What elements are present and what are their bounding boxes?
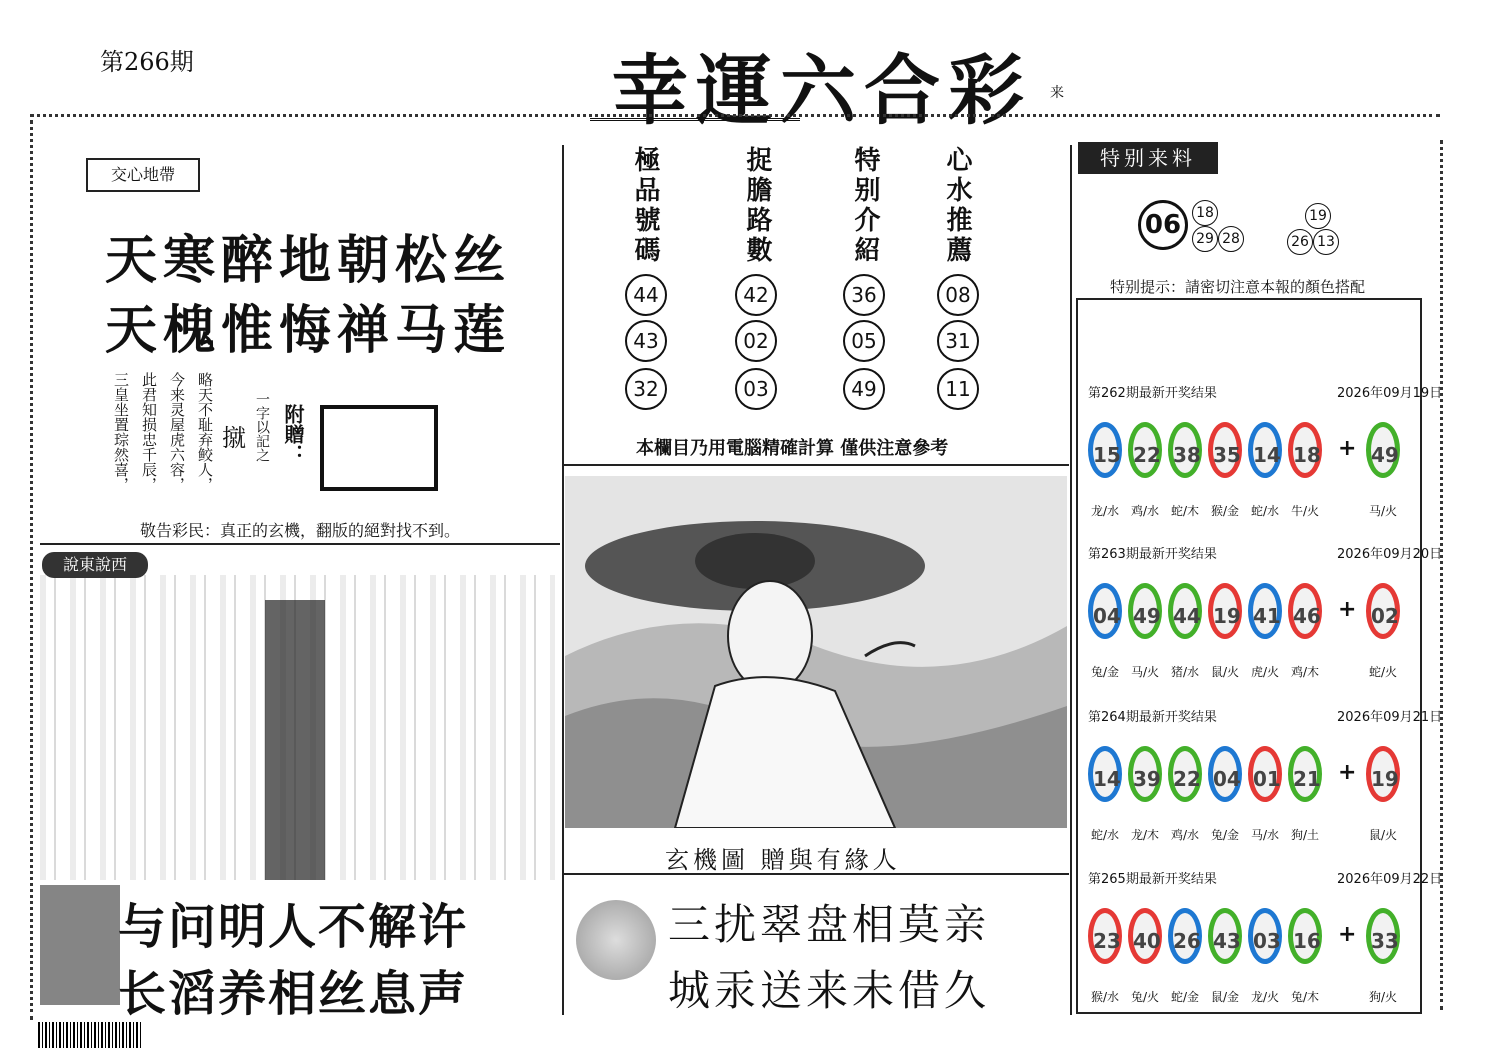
draw-special-ball: 02	[1366, 583, 1400, 639]
column-4-number-1: 08	[937, 274, 979, 316]
ink-smear	[265, 600, 325, 880]
draw-ball: 44	[1168, 583, 1202, 639]
draw-date: 2026年09月20日	[1337, 547, 1443, 562]
plus-sign: +	[1338, 922, 1357, 947]
column-4-number-3: 11	[937, 368, 979, 410]
draw-zodiac: 龙/火	[1250, 990, 1280, 1004]
draw-zodiac: 马/火	[1130, 665, 1160, 679]
draw-zodiac: 鼠/火	[1210, 665, 1240, 679]
draw-special-ball: 49	[1366, 422, 1400, 478]
left-vine-border	[30, 120, 33, 1020]
draw-zodiac: 蛇/木	[1170, 504, 1200, 518]
gift-box	[320, 405, 438, 491]
draw-special-zodiac: 鼠/火	[1368, 828, 1398, 842]
draw-title: 第265期最新开奖结果	[1088, 872, 1217, 887]
mid-divider-1	[564, 464, 1069, 466]
poem-line-1: 天寒醉地朝松丝	[105, 230, 512, 291]
draw-ball: 16	[1288, 908, 1322, 964]
column-1-number-1: 44	[625, 274, 667, 316]
draw-ball: 40	[1128, 908, 1162, 964]
draw-special-ball: 33	[1366, 908, 1400, 964]
draw-ball: 39	[1128, 746, 1162, 802]
gift-char: 㩆	[222, 424, 246, 452]
draw-special-zodiac: 蛇/火	[1368, 665, 1398, 679]
column-1-number-2: 43	[625, 320, 667, 362]
draw-date: 2026年09月21日	[1337, 710, 1443, 725]
draw-ball: 49	[1128, 583, 1162, 639]
draw-date: 2026年09月19日	[1337, 386, 1443, 401]
draw-ball: 01	[1248, 746, 1282, 802]
draw-title: 第262期最新开奖结果	[1088, 386, 1217, 401]
draw-zodiac: 蛇/水	[1090, 828, 1120, 842]
column-1-number-3: 32	[625, 368, 667, 410]
section-tag-talk: 說東說西	[42, 552, 148, 578]
draw-ball: 22	[1168, 746, 1202, 802]
group2-number-2: 26	[1287, 229, 1313, 255]
verse-column-4: 三皇坐置琮然喜，	[112, 372, 130, 492]
top-border	[30, 114, 1440, 117]
draw-zodiac: 鸡/木	[1290, 665, 1320, 679]
draw-zodiac: 狗/土	[1290, 828, 1320, 842]
draw-zodiac: 猴/金	[1210, 504, 1240, 518]
color-hint: 特别提示：請密切注意本報的顏色搭配	[1110, 278, 1366, 296]
talk-poem-line-2: 长滔养相丝息声	[118, 966, 469, 1022]
mystery-picture	[565, 476, 1067, 828]
title-ornament	[590, 118, 800, 129]
calc-note: 本欄目乃用電腦精確計算 僅供注意參考	[636, 438, 949, 459]
draw-title: 第263期最新开奖结果	[1088, 547, 1217, 562]
draw-title: 第264期最新开奖结果	[1088, 710, 1217, 725]
draw-zodiac: 兔/金	[1090, 665, 1120, 679]
barcode	[38, 1022, 143, 1048]
draw-zodiac: 蛇/水	[1250, 504, 1280, 518]
draw-ball: 04	[1208, 746, 1242, 802]
special-title: 特别来料	[1078, 142, 1218, 174]
bottom-poem-line-2: 城汞送来未借久	[668, 966, 991, 1015]
draw-zodiac: 虎/火	[1250, 665, 1280, 679]
draw-zodiac: 龙/水	[1090, 504, 1120, 518]
column-3-number-3: 49	[843, 368, 885, 410]
draw-ball: 35	[1208, 422, 1242, 478]
draw-special-zodiac: 狗/火	[1368, 990, 1398, 1004]
picture-caption: 玄機圖 贈與有緣人	[665, 846, 901, 874]
draw-zodiac: 龙/木	[1130, 828, 1160, 842]
draw-ball: 03	[1248, 908, 1282, 964]
section-tag-heart: 交心地帶	[86, 158, 200, 192]
side-note: 一字以記之	[254, 392, 270, 462]
masthead-title: 幸運六合彩	[612, 46, 1032, 135]
results-frame	[1076, 298, 1422, 1014]
group1-number-2: 29	[1192, 226, 1218, 252]
masthead-suffix: 来	[1050, 85, 1064, 101]
main-number: 06	[1138, 200, 1188, 250]
draw-zodiac: 兔/金	[1210, 828, 1240, 842]
draw-zodiac: 猪/水	[1170, 665, 1200, 679]
draw-ball: 22	[1128, 422, 1162, 478]
bottom-poem-line-1: 三扰翠盘相莫亲	[668, 900, 991, 949]
draw-zodiac: 牛/火	[1290, 504, 1320, 518]
draw-special-zodiac: 马/火	[1368, 504, 1398, 518]
draw-ball: 21	[1288, 746, 1322, 802]
poem-line-2: 天槐惟悔禅马莲	[105, 300, 512, 361]
column-2-number-2: 02	[735, 320, 777, 362]
plus-sign: +	[1338, 760, 1357, 785]
draw-special-ball: 19	[1366, 746, 1400, 802]
draw-ball: 14	[1088, 746, 1122, 802]
draw-zodiac: 鼠/金	[1210, 990, 1240, 1004]
column-head-2: 捉膽路數	[742, 146, 772, 266]
draw-ball: 19	[1208, 583, 1242, 639]
verse-column-3: 此君知损忠千辰，	[140, 372, 158, 492]
gift-label: 附贈：	[281, 404, 305, 464]
column-2-number-3: 03	[735, 368, 777, 410]
column-2-number-1: 42	[735, 274, 777, 316]
group2-number-3: 13	[1313, 229, 1339, 255]
column-4-number-2: 31	[937, 320, 979, 362]
draw-ball: 41	[1248, 583, 1282, 639]
column-head-3: 特别介紹	[850, 146, 880, 266]
draw-ball: 15	[1088, 422, 1122, 478]
column-3-number-2: 05	[843, 320, 885, 362]
group1-number-1: 18	[1192, 200, 1218, 226]
draw-ball: 18	[1288, 422, 1322, 478]
draw-ball: 23	[1088, 908, 1122, 964]
verse-column-2: 今来灵屋虎六容，	[168, 372, 186, 492]
draw-ball: 14	[1248, 422, 1282, 478]
verse-column-1: 略天不耻弃鲛人，	[196, 372, 214, 492]
draw-zodiac: 马/水	[1250, 828, 1280, 842]
column-head-1: 極品號碼	[630, 146, 660, 266]
draw-ball: 38	[1168, 422, 1202, 478]
left-divider	[40, 543, 560, 545]
column-3-number-1: 36	[843, 274, 885, 316]
notice-text: 敬告彩民：真正的玄機，翻版的絕對找不到。	[140, 521, 461, 540]
yin-yang-icon	[576, 900, 656, 980]
talk-poem-line-1: 与问明人不解许	[118, 899, 469, 955]
ink-smear-2	[40, 885, 120, 1005]
group1-number-3: 28	[1218, 226, 1244, 252]
draw-ball: 43	[1208, 908, 1242, 964]
plus-sign: +	[1338, 436, 1357, 461]
plus-sign: +	[1338, 597, 1357, 622]
issue-number: 第266期	[100, 48, 194, 76]
draw-zodiac: 兔/木	[1290, 990, 1320, 1004]
draw-zodiac: 蛇/金	[1170, 990, 1200, 1004]
draw-ball: 26	[1168, 908, 1202, 964]
draw-zodiac: 猴/水	[1090, 990, 1120, 1004]
column-head-4: 心水推薦	[942, 146, 972, 266]
draw-zodiac: 鸡/水	[1170, 828, 1200, 842]
middle-right-divider	[1070, 145, 1072, 1015]
group2-number-1: 19	[1305, 203, 1331, 229]
draw-zodiac: 兔/火	[1130, 990, 1160, 1004]
draw-zodiac: 鸡/水	[1130, 504, 1160, 518]
draw-date: 2026年09月22日	[1337, 872, 1443, 887]
middle-left-divider	[562, 145, 564, 1015]
draw-ball: 04	[1088, 583, 1122, 639]
draw-ball: 46	[1288, 583, 1322, 639]
